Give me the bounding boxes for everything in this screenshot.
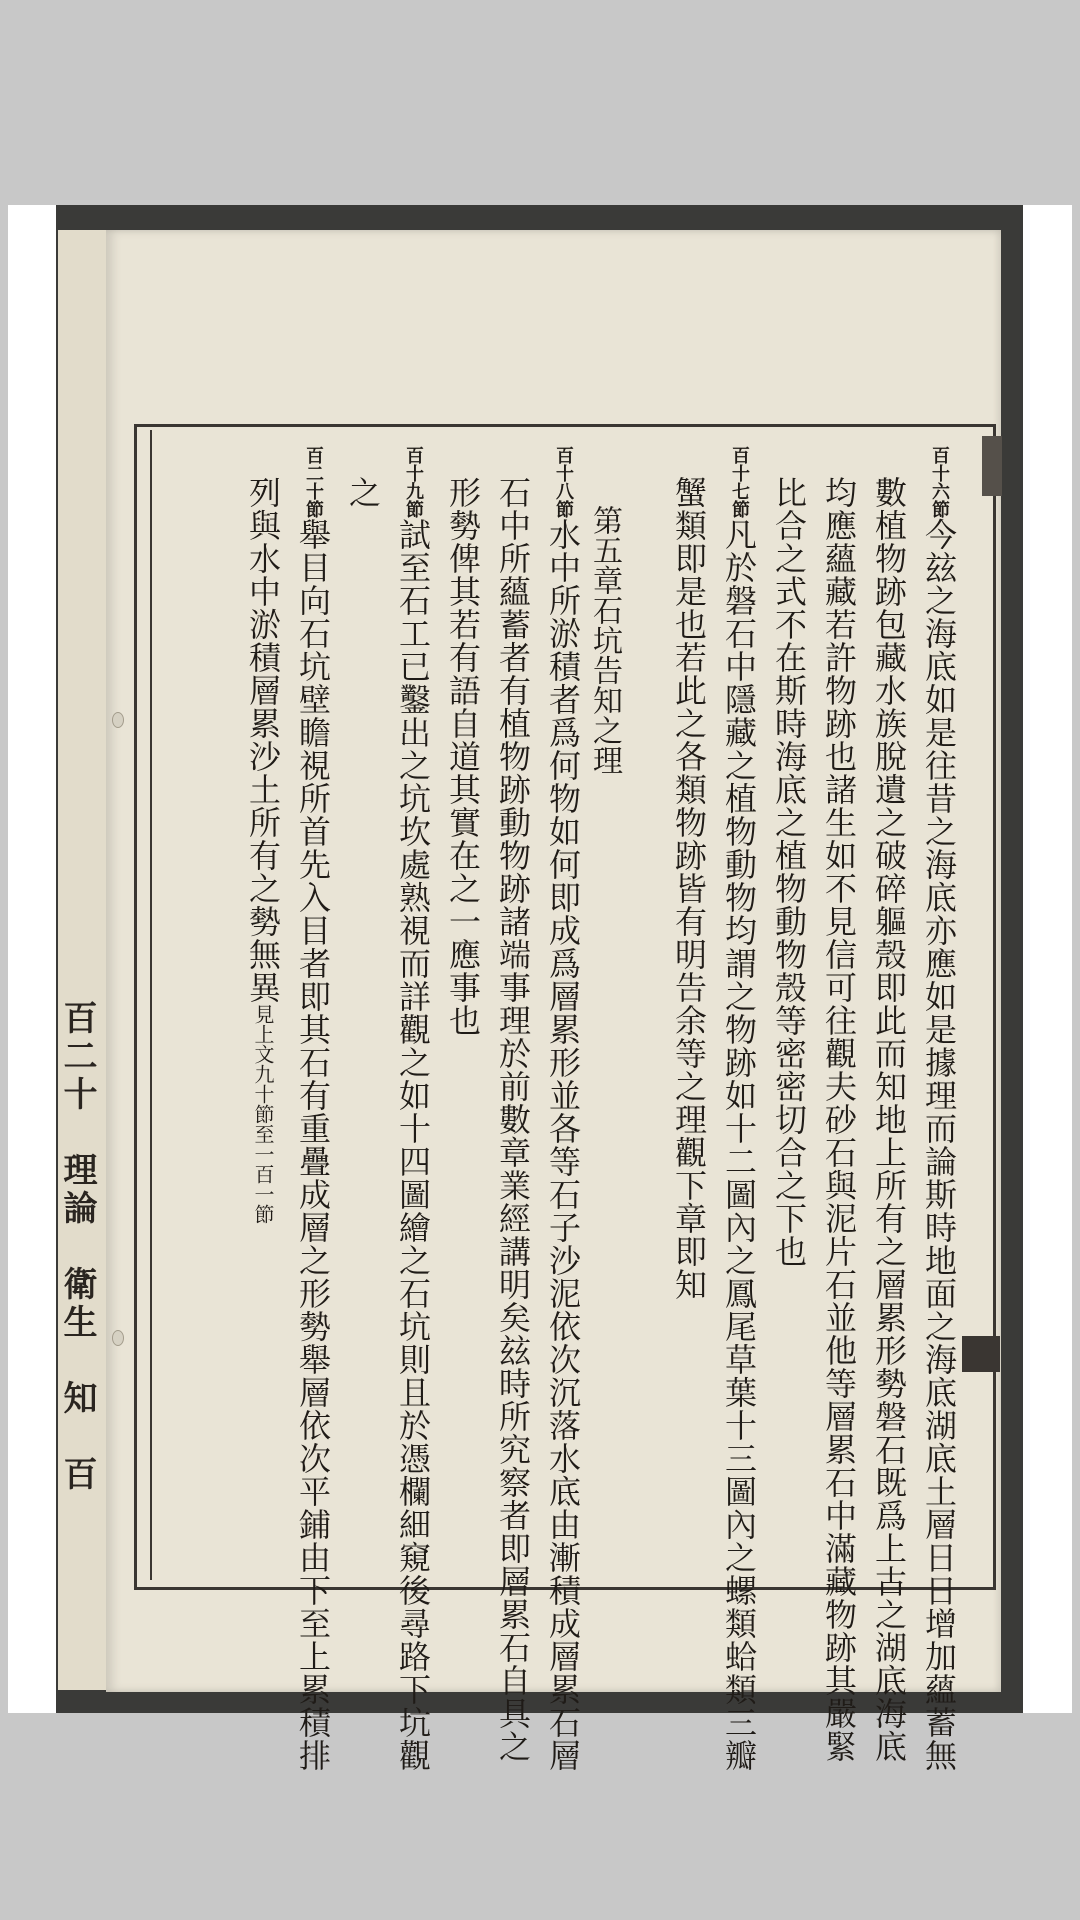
- section-number: 百二十節: [303, 446, 324, 518]
- column-text: 水中所淤積者爲何物如何即成爲層累形並各等石子沙泥依次沉落水底由漸積成層累石層: [544, 518, 582, 1772]
- text-column: [540, 446, 586, 1772]
- column-text: 試至石工已鑿出之坑坎處熟視而詳觀之如十四圖繪之石坑則且於憑欄細窺後尋路下坑觀: [394, 518, 432, 1772]
- section-number: 百十八節: [553, 446, 574, 518]
- section-number: 百十六節: [929, 446, 950, 518]
- column-text: 形勢俾其若有語自道其實在之一應事也: [444, 476, 482, 1037]
- binding-hole: [112, 712, 124, 728]
- text-column: [716, 446, 762, 1772]
- frame-inner-rule: [150, 430, 152, 1580]
- column-text: 比合之式不在斯時海底之植物動物殼等密密切合之下也: [770, 476, 808, 1268]
- text-column: [440, 476, 486, 1616]
- text-column: [290, 446, 336, 1772]
- column-text: 蟹類即是也若此之各類物跡皆有明告余等之理觀下章即知: [670, 476, 708, 1301]
- text-column: [390, 446, 436, 1772]
- text-column: [340, 476, 386, 1616]
- text-column: [866, 476, 912, 1763]
- column-text: 列與水中淤積層累沙土所有之勢無異: [244, 476, 282, 1004]
- column-text: 數植物跡包藏水族脫遺之破碎軀殼即此而知地上所有之層累形勢磐石既爲上古之湖底海底: [870, 476, 908, 1763]
- column-text: 舉目向石坑壁瞻視所首先入目者即其石有重疊成層之形勢舉層依次平鋪由下至上累積排: [294, 518, 332, 1772]
- left-page-edge-text: 百二十 理論 衛生 知 百: [57, 1000, 97, 1494]
- column-text: 凡於磐石中隱藏之植物動物均謂之物跡如十二圖內之鳳尾草葉十三圖內之螺類蛤類三瓣: [720, 518, 758, 1772]
- text-column: [766, 476, 812, 1616]
- text-column: [490, 476, 536, 1763]
- column-text: 之: [344, 476, 382, 509]
- binding-hole: [112, 1330, 124, 1346]
- column-text: 均應蘊藏若許物跡也諸生如不見信可往觀夫砂石與泥片石並他等層累石中滿藏物跡其嚴緊: [820, 476, 858, 1763]
- section-number: 百十九節: [403, 446, 424, 518]
- section-number: 百十七節: [729, 446, 750, 518]
- chapter-heading: 第五章石坑告知之理: [587, 505, 622, 775]
- text-column: [240, 476, 286, 1616]
- column-text: 今玆之海底如是往昔之海底亦應如是據理而論斯時地面之海底湖底土層日日增加蘊蓄無: [920, 518, 958, 1772]
- column-text: 石中所蘊蓄者有植物跡動物跡諸端事理於前數章業經講明矣玆時所究察者即層累石自具之: [494, 476, 532, 1763]
- cross-reference-note: 見上文九十節至一百一節: [251, 1004, 275, 1224]
- page-header-mark: [982, 436, 1002, 496]
- text-column: [666, 476, 712, 1616]
- text-column: [816, 476, 862, 1763]
- text-column: [916, 446, 962, 1772]
- fish-tail-mark: [962, 1336, 1000, 1372]
